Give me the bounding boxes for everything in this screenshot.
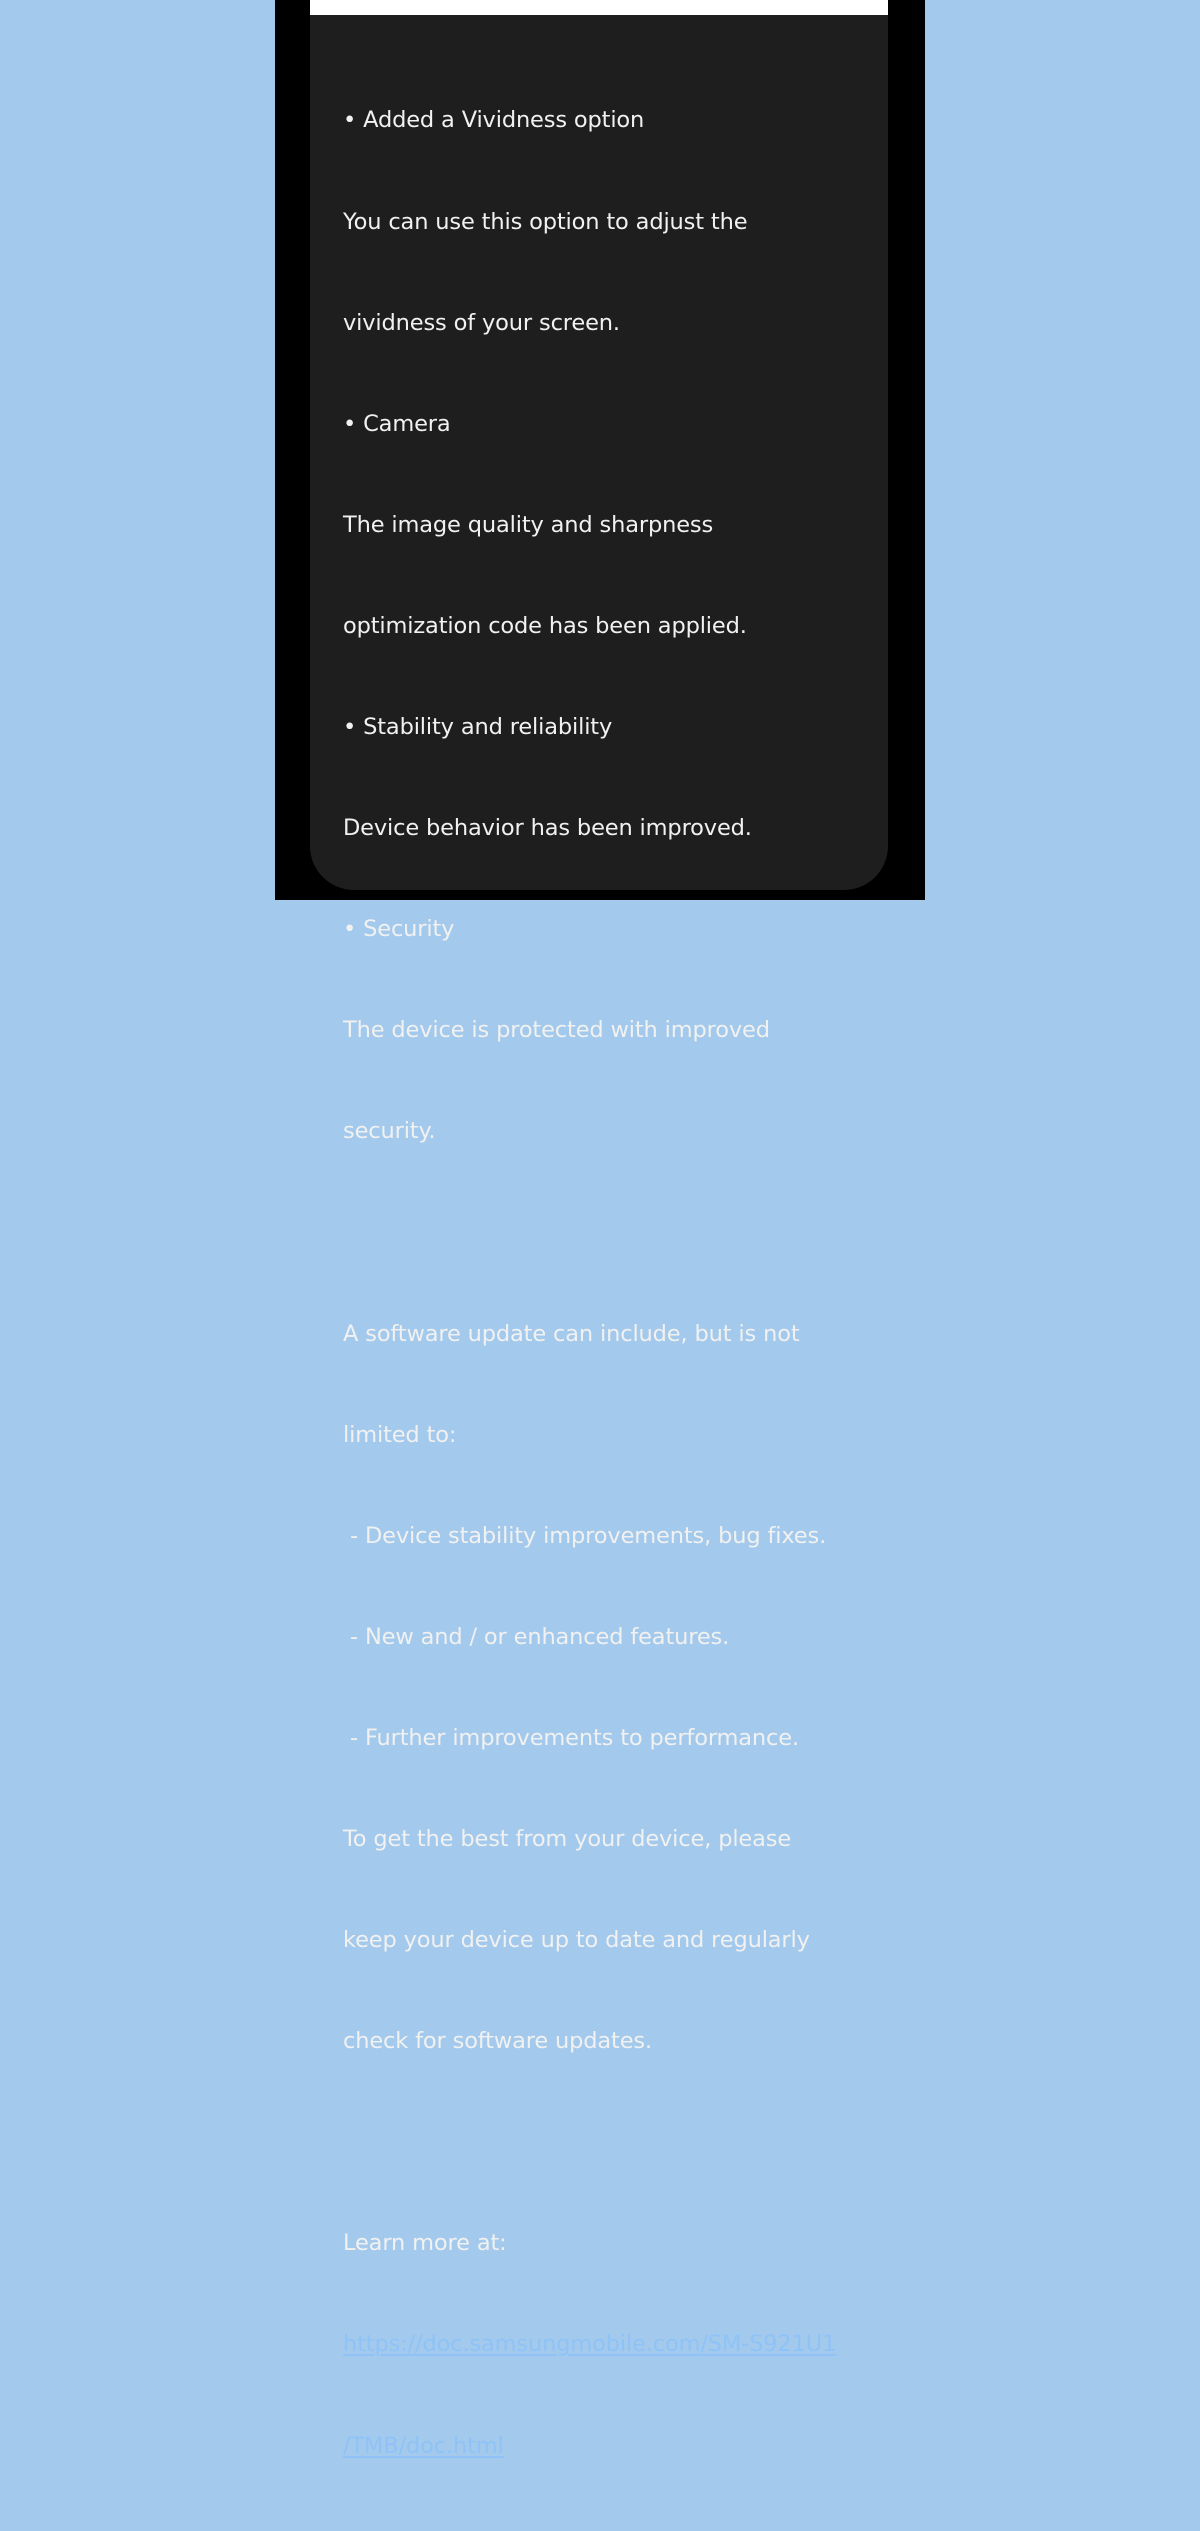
note-line: • Camera: [343, 410, 451, 437]
top-card: [310, 0, 888, 15]
note-line: check for software updates.: [343, 2028, 652, 2055]
note-line: keep your device up to date and regularly: [343, 1927, 810, 1954]
note-line: Device behavior has been improved.: [343, 815, 752, 842]
learn-more-link[interactable]: /TMB/doc.html: [343, 2432, 504, 2459]
note-line: limited to:: [343, 1421, 457, 1448]
note-line: • Added a Vividness option: [343, 107, 645, 134]
learn-more-link[interactable]: https://doc.samsungmobile.com/SM-S921U1: [343, 2331, 837, 2358]
note-line: • Security: [343, 916, 455, 943]
learn-more-label: Learn more at:: [343, 2230, 507, 2257]
note-line: vividness of your screen.: [343, 309, 620, 336]
phone-frame: [275, 0, 925, 2459]
note-line: A software update can include, but is not: [343, 1320, 800, 1347]
note-line: security.: [343, 1118, 436, 1145]
blank-line: [343, 1216, 883, 1250]
release-notes-text: [343, 37, 883, 2531]
note-line: • Stability and reliability: [343, 713, 613, 740]
note-line: - New and / or enhanced features.: [343, 1623, 730, 1650]
blank-line: [343, 2126, 883, 2160]
note-line: To get the best from your device, please: [343, 1826, 792, 1852]
note-line: The image quality and sharpness: [343, 511, 714, 538]
note-line: optimization code has been applied.: [343, 612, 747, 639]
note-line: The device is protected with improved: [343, 1017, 770, 1044]
note-line: You can use this option to adjust the: [343, 208, 748, 235]
note-line: - Device stability improvements, bug fixes.: [343, 1522, 827, 1549]
release-notes-card: [310, 15, 888, 2459]
note-line: - Further improvements to performance.: [343, 1724, 799, 1751]
